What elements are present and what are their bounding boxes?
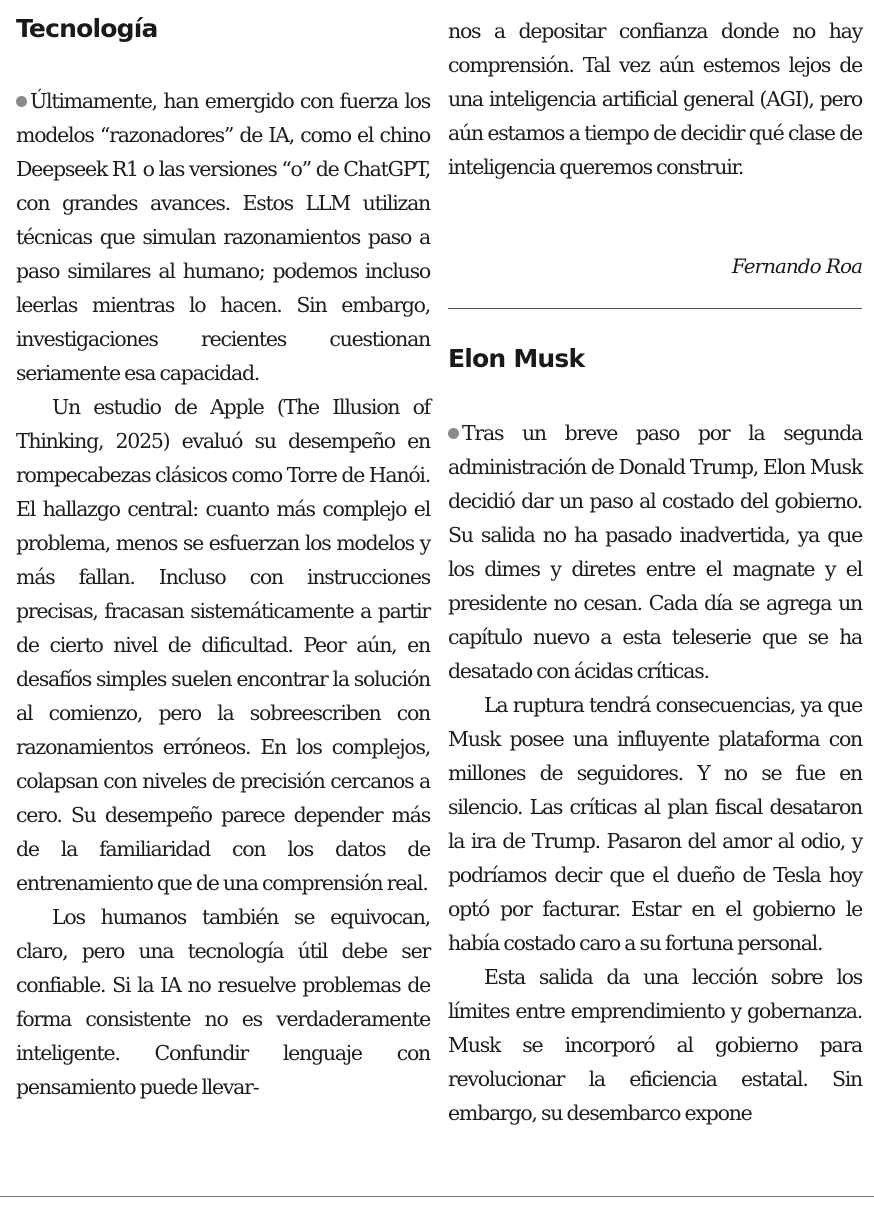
article-continuation [448, 14, 862, 184]
section-heading-tecnologia: Tecnología [16, 14, 158, 43]
paragraph [448, 416, 862, 688]
section-divider [448, 308, 862, 309]
paragraph-text: Tras un breve paso por la segunda administración de Donald Trump, Elon Musk decidió dar un paso al costado del gobierno. Su salida no ha pasado inadvertida, ya que los dimes y diretes entre el magnate y el presidente no cesan. Cada día se agrega un capítulo nuevo a esta teleserie que se ha desatado con ácidas críticas. [448, 421, 862, 683]
paragraph: Los humanos también se equivocan, claro, pero una tecnología útil debe ser confiable. Si la IA no resuelve problemas de forma consistente no es verdaderamente inteligente. Confundir lenguaje con pensamiento puede llevar- [16, 905, 430, 1099]
paragraph: Esta salida da una lección sobre los límites entre emprendimiento y gobernanza. Musk se incorporó al gobierno para revolucionar la eficiencia estatal. Sin embargo, su desembarco expone [448, 965, 862, 1125]
article-body-elon-musk [448, 416, 862, 1130]
bullet-icon [16, 96, 27, 107]
article-body-tecnologia [16, 84, 430, 1104]
bullet-icon [448, 428, 459, 439]
section-heading-elon-musk: Elon Musk [448, 344, 585, 373]
paragraph [16, 84, 430, 390]
paragraph: nos a depositar confianza donde no hay comprensión. Tal vez aún estemos lejos de una inteligencia artificial general (AGI), pero aún estamos a tiempo de decidir qué clase de inteligencia queremos construir. [448, 19, 862, 179]
paragraph-text: Últimamente, han emergido con fuerza los modelos “razonadores” de IA, como el chino Deepseek R1 o las versiones “o” de ChatGPT, con grandes avances. Estos LLM utilizan técnicas que simulan razonamientos paso a paso similares al humano; podemos incluso leerlas mientras lo hacen. Sin embargo, investigaciones recientes cuestionan seriamente esa capacidad. [16, 89, 430, 385]
paragraph: La ruptura tendrá consecuencias, ya que Musk posee una influyente plataforma con millones de seguidores. Y no se fue en silencio. Las críticas al plan fiscal desataron la ira de Trump. Pasaron del amor al odio, y podríamos decir que el dueño de Tesla hoy optó por facturar. Estar en el gobierno le había costado caro a su fortuna personal. [448, 693, 862, 955]
paragraph: Un estudio de Apple (The Illusion of Thinking, 2025) evaluó su desempeño en rompecabezas clásicos como Torre de Hanói. El hallazgo central: cuanto más complejo el problema, menos se esfuerzan los modelos y más fallan. Incluso con instrucciones precisas, fracasan sistemáticamente a partir de cierto nivel de dificultad. Peor aún, en desafíos simples suelen encontrar la solución al comienzo, pero la sobreescriben con razonamientos erróneos. En los complejos, colapsan con niveles de precisión cercanos a cero. Su desempeño parece depender más de la familiaridad con los datos de entrenamiento que de una comprensión real. [16, 395, 430, 895]
page-bottom-rule [0, 1196, 874, 1197]
author-byline: Fernando Roa [731, 254, 862, 278]
